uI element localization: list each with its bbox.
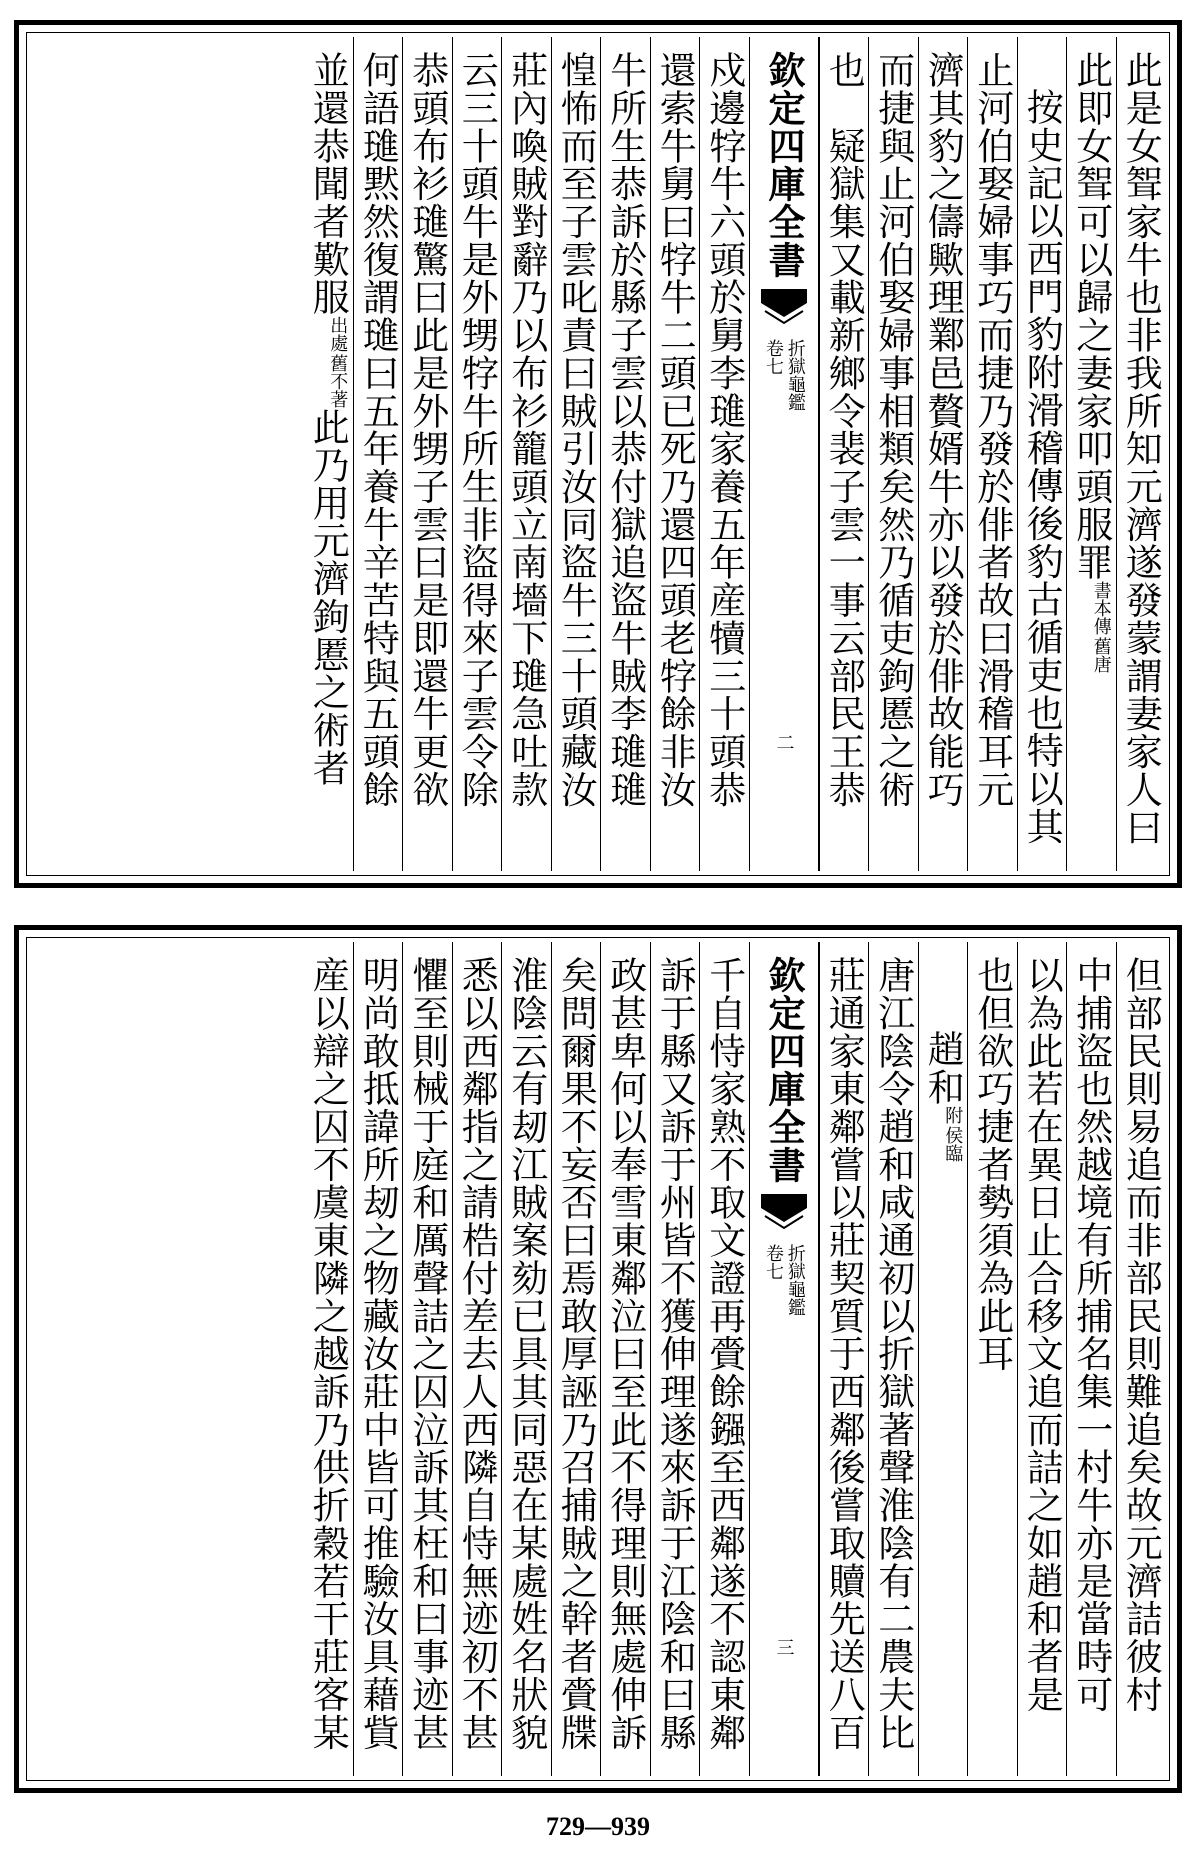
- text-column: [501, 942, 551, 1776]
- text-column: [699, 37, 749, 871]
- main-text: 恭頭布衫璡驚曰此是外甥子雲曰是即還牛更欲: [405, 51, 449, 809]
- column-text: [306, 956, 350, 1752]
- main-text: 牛所生恭訴於縣子雲以恭付獄追盜牛賊李璡璡: [603, 51, 647, 809]
- main-text: 也 疑獄集又載新鄉令裴子雲一事云部民王恭: [822, 51, 866, 809]
- column-text: [356, 51, 400, 809]
- main-text: 政甚卑何以奉雪東鄰泣曰至此不得理則無處伸訴: [603, 956, 647, 1752]
- text-column: [819, 37, 869, 871]
- note-line: 書本傳: [1090, 581, 1112, 636]
- text-column: [501, 37, 551, 871]
- column-text: [822, 956, 866, 1752]
- book-title: 折獄龜鑑: [784, 1244, 806, 1316]
- main-text: 懼至則械于庭和厲聲詰之囚泣訴其枉和曰事迹甚: [405, 956, 449, 1752]
- column-text: [871, 51, 915, 809]
- text-column: [1066, 37, 1116, 871]
- text-column: [402, 942, 452, 1776]
- text-column: [452, 942, 502, 1776]
- text-columns: [31, 37, 1165, 871]
- book-title-volume: [763, 339, 804, 411]
- text-column: [303, 942, 353, 1776]
- main-text: 戍邊牸牛六頭於舅李璡家養五年産犢三十頭恭: [702, 51, 746, 809]
- text-column: [918, 942, 968, 1776]
- main-text: 莊內喚賊對辭乃以布衫籠頭立南墻下璡急吐款: [504, 51, 548, 809]
- text-column: [452, 37, 502, 871]
- main-text: 唐江陰令趙和咸通初以折獄著聲淮陰有二農夫比: [871, 956, 915, 1752]
- column-text: [1020, 956, 1064, 1714]
- column-text: [455, 51, 499, 809]
- column-text: [822, 51, 866, 809]
- text-column: [600, 942, 650, 1776]
- column-text: [603, 51, 647, 809]
- text-column: [650, 942, 700, 1776]
- fishtail-mark-icon: [761, 289, 807, 325]
- column-text: [970, 51, 1014, 809]
- volume-label: 卷七: [763, 339, 784, 375]
- interlinear-note: [942, 1105, 964, 1162]
- text-column: [1116, 942, 1166, 1776]
- main-text: 並還恭聞者歎服: [306, 51, 350, 317]
- main-text: 莊通家東鄰嘗以莊契質于西鄰後嘗取贖先送八百: [822, 956, 866, 1752]
- main-text: 濟其豹之儔歟理鄴邑贅婿牛亦以發於俳故能巧: [921, 51, 965, 809]
- page-bottom-leaf: [14, 925, 1182, 1793]
- book-title: 折獄龜鑑: [784, 339, 806, 411]
- text-column: [967, 942, 1017, 1776]
- main-text: 悉以西鄰指之請梏付差去人西隣自恃無迹初不甚: [455, 956, 499, 1752]
- column-text: [1020, 51, 1064, 846]
- column-text: [702, 51, 746, 809]
- note-line: 出處: [327, 316, 349, 353]
- note-line: 舊唐: [1090, 637, 1112, 674]
- collection-title: 欽定四庫全書: [762, 956, 806, 1184]
- text-column: [868, 942, 918, 1776]
- text-column: [1116, 37, 1166, 871]
- leaf-number: 三: [773, 1638, 795, 1656]
- text-column: [551, 37, 601, 871]
- column-text: [871, 956, 915, 1752]
- column-text: [504, 956, 548, 1752]
- note-line: 附: [942, 1105, 964, 1124]
- main-text: 止河伯娶婦事巧而捷乃發於俳者故曰滑稽耳元: [970, 51, 1014, 809]
- main-text: 矣問爾果不妄否曰焉敢厚誣乃召捕賊之幹者賫牒: [554, 956, 598, 1752]
- interlinear-note: [1091, 581, 1110, 673]
- text-column: [402, 37, 452, 871]
- text-column: [1017, 37, 1067, 871]
- text-column: [600, 37, 650, 871]
- column-text: [554, 51, 598, 809]
- main-text: 淮陰云有刼江賊案劾已具其同惡在某處姓名狀貌: [504, 956, 548, 1752]
- text-column: [1066, 942, 1116, 1776]
- column-text: [702, 956, 746, 1752]
- note-line: 舊不著: [327, 354, 349, 409]
- column-text: [653, 51, 697, 809]
- text-column: [303, 37, 353, 871]
- text-column: [353, 942, 403, 1776]
- main-text: 明尚敢抵諱所刼之物藏汝莊中皆可推驗汝具藉貲: [356, 956, 400, 1752]
- column-text: [455, 956, 499, 1752]
- column-text: [653, 956, 697, 1752]
- center-column: [749, 37, 819, 871]
- text-column: [868, 37, 918, 871]
- volume-label: 卷七: [763, 1244, 784, 1280]
- main-text: 中捕盜也然越境有所捕名集一村牛亦是當時可: [1069, 956, 1113, 1714]
- leaf-number: 二: [773, 733, 795, 751]
- main-text: 惶怖而至子雲叱責曰賊引汝同盜牛三十頭藏汝: [554, 51, 598, 809]
- collection-title: 欽定四庫全書: [762, 51, 806, 279]
- column-text: [921, 956, 965, 1162]
- main-text-continued: 此乃用元濟鉤慝之術者: [306, 408, 350, 787]
- note-line: 侯臨: [942, 1125, 964, 1162]
- column-text: [306, 51, 350, 787]
- page-number: 729—939: [546, 1812, 650, 1841]
- main-text: 按史記以西門豹附滑稽傳後豹古循吏也特以其: [1020, 88, 1064, 846]
- center-column: [749, 942, 819, 1776]
- page-top-leaf: [14, 20, 1182, 888]
- column-text: [1069, 51, 1113, 674]
- main-text: 但部民則易追而非部民則難追矣故元濟詰彼村: [1119, 956, 1163, 1714]
- column-text: [921, 51, 965, 809]
- column-text: [504, 51, 548, 809]
- text-column: [650, 37, 700, 871]
- main-text: 以為此若在異日止合移文追而詰之如趙和者是: [1020, 956, 1064, 1714]
- text-columns: [31, 942, 1165, 1776]
- text-column: [699, 942, 749, 1776]
- main-text: 此是女聟家牛也非我所知元濟遂發蒙謂妻家人曰: [1119, 51, 1163, 847]
- book-title-volume: [763, 1244, 804, 1316]
- main-text: 還索牛舅曰牸牛二頭已死乃還四頭老牸餘非汝: [653, 51, 697, 809]
- main-text: 云三十頭牛是外甥牸牛所生非盜得來子雲令除: [455, 51, 499, 809]
- main-text: 而捷與止河伯娶婦事相類矣然乃循吏鉤慝之術: [871, 51, 915, 809]
- column-text: [356, 956, 400, 1752]
- text-column: [1017, 942, 1067, 1776]
- text-column: [551, 942, 601, 1776]
- column-text: [970, 956, 1014, 1373]
- main-text: 也但欲巧捷者勢須為此耳: [970, 956, 1014, 1373]
- main-text: 何語璡黙然復謂璡曰五年養牛辛苦特與五頭餘: [356, 51, 400, 809]
- main-text: 趙和: [921, 1030, 965, 1106]
- fishtail-mark-icon: [761, 1194, 807, 1230]
- column-text: [1119, 956, 1163, 1714]
- column-text: [603, 956, 647, 1752]
- column-text: [405, 956, 449, 1752]
- column-text: [554, 956, 598, 1752]
- main-text: 産以辯之囚不虞東隣之越訴乃供折穀若干莊客某: [306, 956, 350, 1752]
- column-text: [1119, 51, 1163, 847]
- column-text: [1069, 956, 1113, 1714]
- main-text: 此即女聟可以歸之妻家叩頭服罪: [1069, 51, 1113, 582]
- interlinear-note: [327, 316, 349, 409]
- text-column: [819, 942, 869, 1776]
- main-text: 千自恃家熟不取文證再賫餘鏹至西鄰遂不認東鄰: [702, 956, 746, 1752]
- main-text: 訴于縣又訴于州皆不獲伸理遂來訴于江陰和曰縣: [653, 956, 697, 1752]
- text-column: [918, 37, 968, 871]
- text-column: [353, 37, 403, 871]
- text-column: [967, 37, 1017, 871]
- column-text: [405, 51, 449, 809]
